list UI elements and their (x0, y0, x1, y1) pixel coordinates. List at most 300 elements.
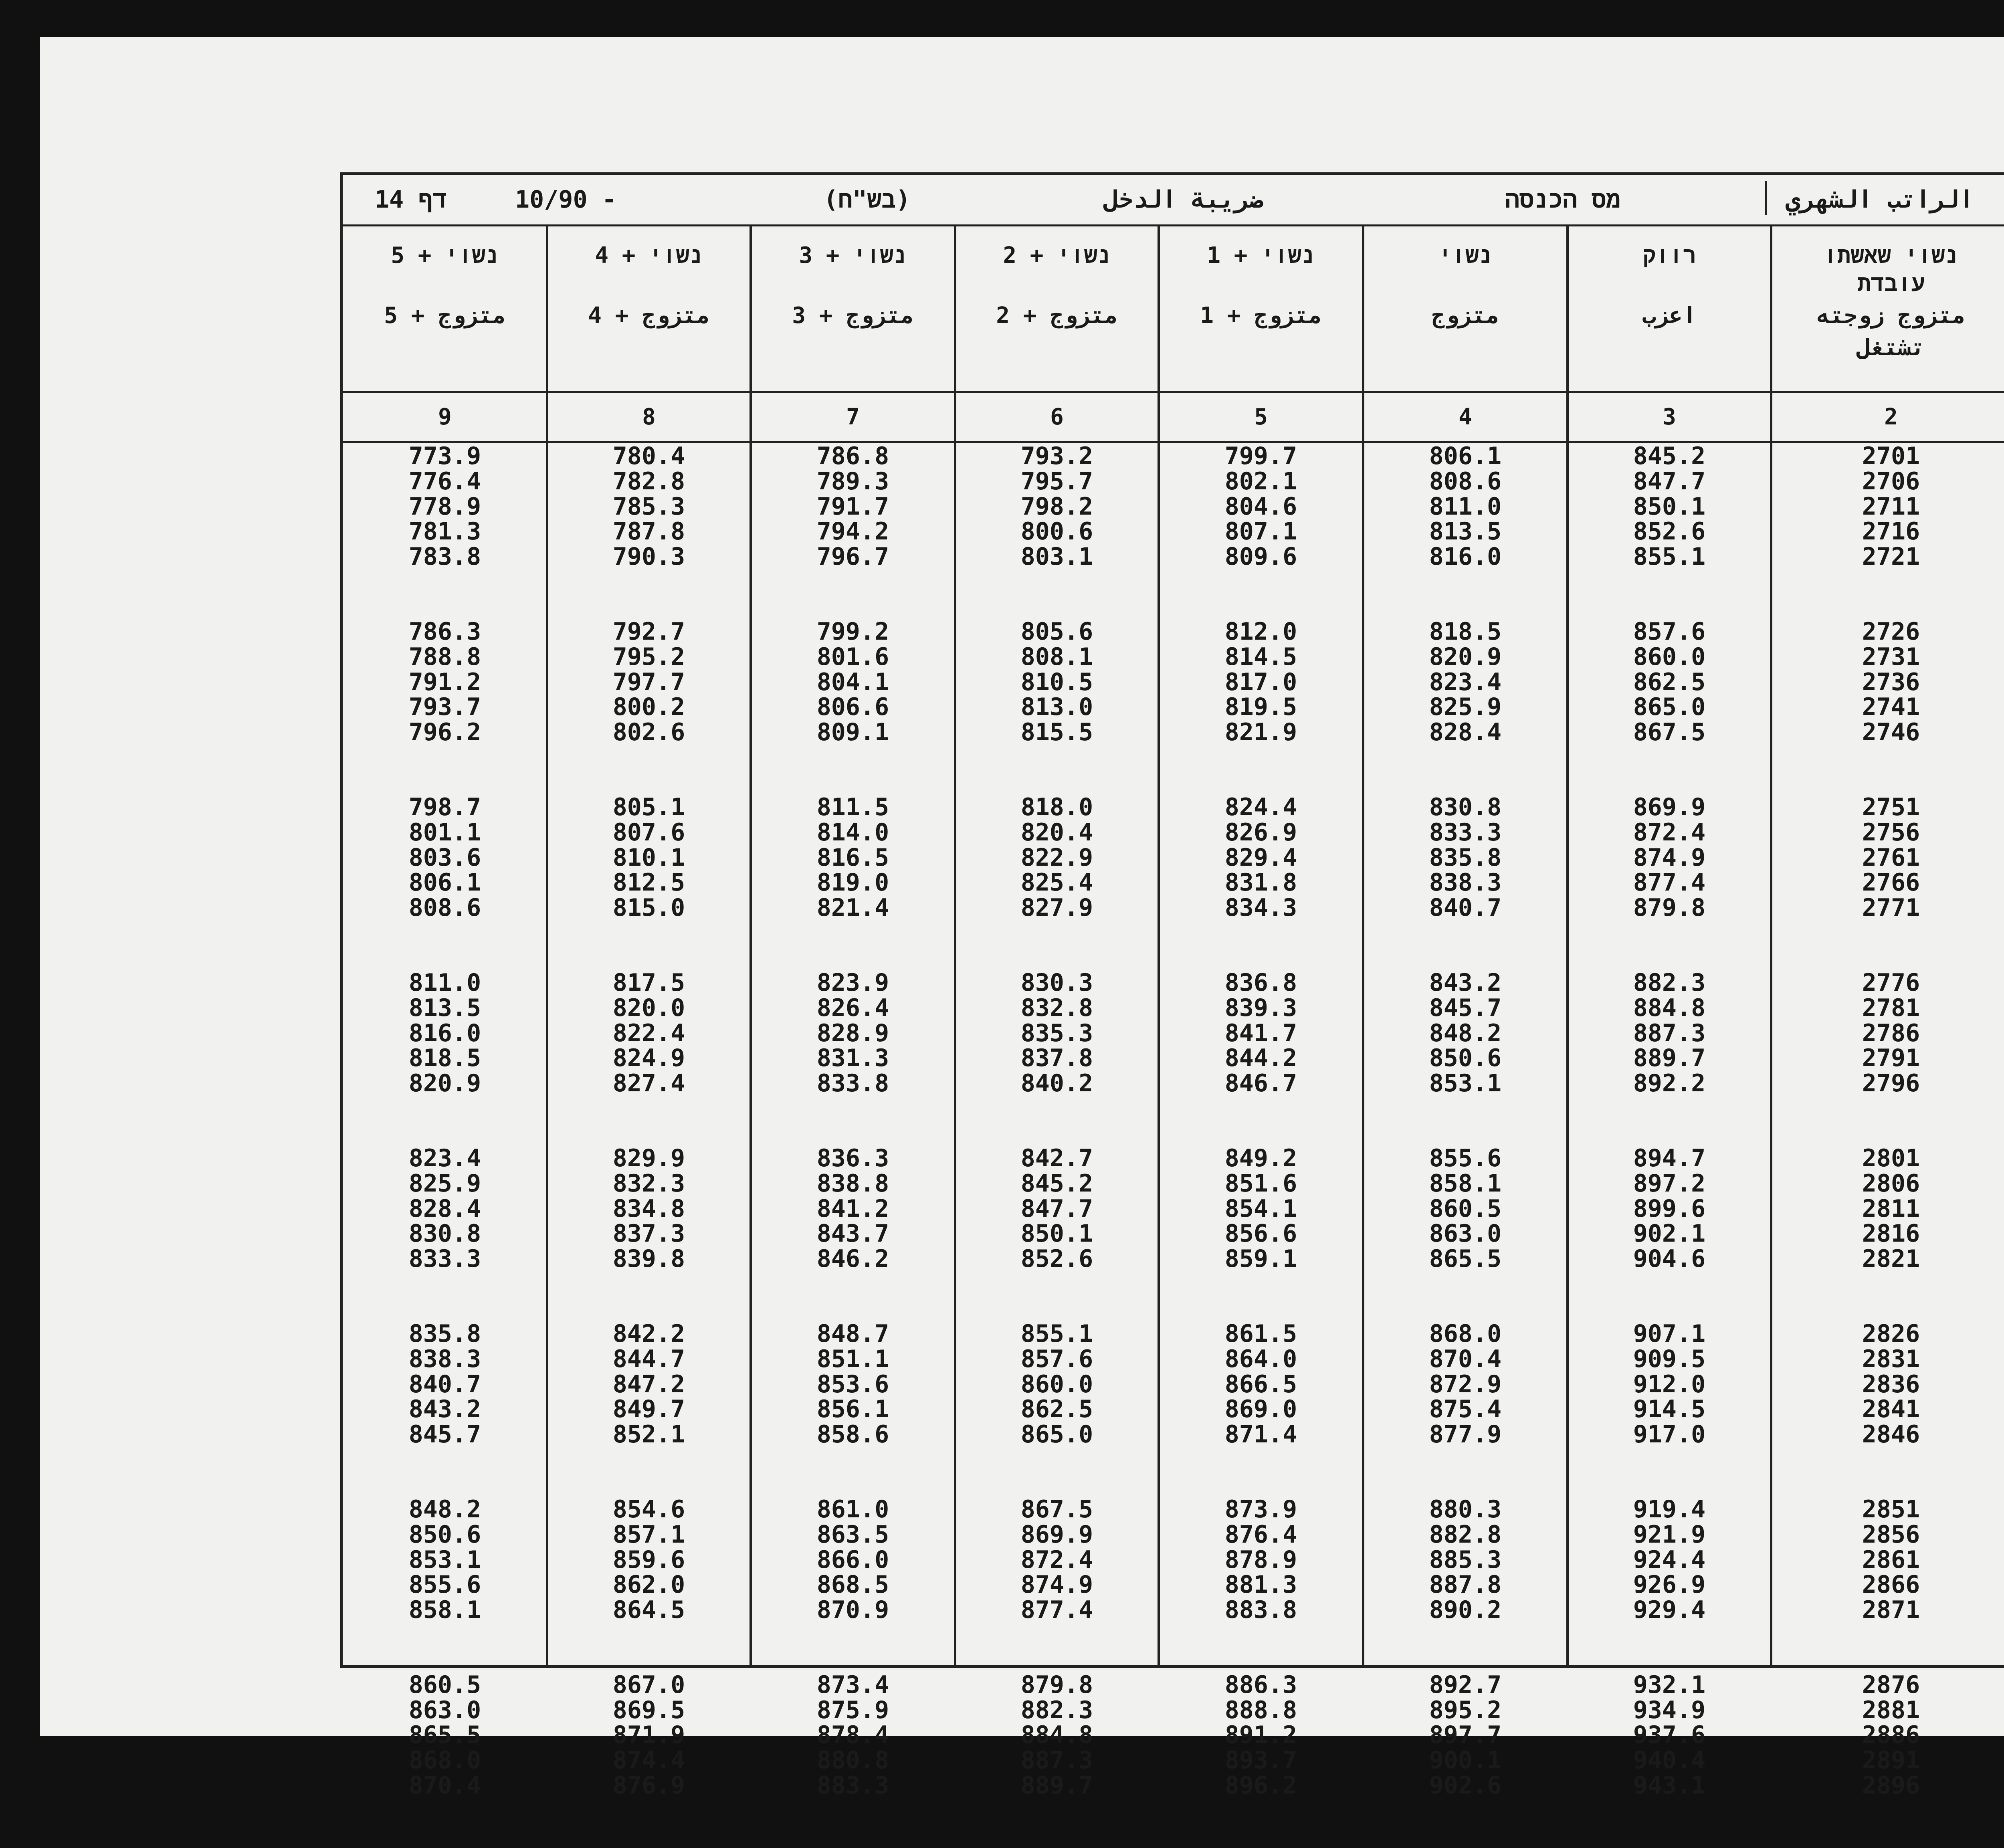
table-cell: 849.7 (612, 1395, 685, 1424)
row-group (1568, 1672, 1771, 1798)
table-cell: 873.9 (1224, 1495, 1297, 1523)
table-cell: 792.7 (612, 617, 685, 646)
table-cell: 877.4 (1633, 868, 1706, 897)
table-cell: 811.5 (816, 793, 889, 821)
table-cell: 807.6 (612, 818, 685, 846)
table-cell: 865.5 (1429, 1245, 1502, 1273)
table-cell: 830.8 (408, 1220, 481, 1248)
column-number-c4: 4 (1459, 404, 1472, 430)
table-cell: 887.3 (1633, 1019, 1706, 1047)
column-header-c6-l2: متزوج + 2 (996, 303, 1118, 329)
table-cell: 810.1 (612, 843, 685, 872)
table-cell: 2866 (1862, 1571, 1920, 1599)
table-cell: 809.1 (816, 718, 889, 747)
table-cell: 806.1 (408, 868, 481, 897)
table-cell: 848.2 (1429, 1019, 1502, 1047)
table-cell: 825.4 (1020, 868, 1093, 897)
column-header-c4-l1: נשוי (1438, 242, 1493, 269)
table-cell: 869.5 (612, 1696, 685, 1724)
table-cell: 848.7 (816, 1319, 889, 1348)
table-cell: 833.8 (816, 1069, 889, 1098)
table-cell: 917.0 (1633, 1420, 1706, 1449)
table-cell: 868.5 (816, 1571, 889, 1599)
table-cell: 818.0 (1020, 793, 1093, 821)
table-cell: 843.2 (1429, 968, 1502, 997)
table-cell: 829.4 (1224, 843, 1297, 872)
table-cell: 873.4 (816, 1670, 889, 1699)
table-cell: 828.4 (408, 1194, 481, 1223)
table-cell: 852.6 (1633, 517, 1706, 546)
table-cell: 889.7 (1633, 1044, 1706, 1072)
table-cell: 817.5 (612, 968, 685, 997)
table-cell: 785.3 (612, 492, 685, 521)
table-cell: 795.2 (612, 642, 685, 671)
row-group (955, 795, 1159, 921)
table-cell: 860.0 (1633, 642, 1706, 671)
column-header-c5-l1: נשוי + 1 (1207, 242, 1315, 269)
row-group (1568, 1146, 1771, 1272)
table-cell: 2766 (1862, 868, 1920, 897)
table-cell: 827.9 (1020, 894, 1093, 922)
row-group (1159, 1146, 1363, 1272)
table-column-c3 (1568, 444, 1771, 1848)
table-cell: 811.0 (408, 968, 481, 997)
table-cell: 849.2 (1224, 1144, 1297, 1172)
table-cell: 852.1 (612, 1420, 685, 1449)
column-header-c2-l3: تشتغل (1857, 335, 1925, 361)
table-cell: 854.6 (612, 1495, 685, 1523)
table-cell: 847.7 (1633, 467, 1706, 495)
column-header-c8 (547, 226, 751, 391)
row-group (1363, 795, 1568, 921)
table-cell: 859.6 (612, 1545, 685, 1574)
row-group (751, 1146, 955, 1272)
table-cell: 2721 (1862, 543, 1920, 571)
table-cell: 828.4 (1429, 718, 1502, 747)
row-group (547, 619, 751, 745)
table-cell: 2731 (1862, 642, 1920, 671)
row-group (751, 444, 955, 570)
row-group (1159, 795, 1363, 921)
table-cell: 786.3 (408, 617, 481, 646)
table-cell: 871.9 (612, 1721, 685, 1749)
table-cell: 2771 (1862, 894, 1920, 922)
table-cell: 838.8 (816, 1169, 889, 1198)
table-cell: 863.5 (816, 1520, 889, 1549)
table-cell: 837.3 (612, 1220, 685, 1248)
table-cell: 857.6 (1633, 617, 1706, 646)
table-cell: 892.7 (1429, 1670, 1502, 1699)
table-cell: 823.4 (408, 1144, 481, 1172)
table-cell: 883.3 (816, 1771, 889, 1800)
row-group (955, 444, 1159, 570)
table-cell: 852.6 (1020, 1245, 1093, 1273)
column-header-c3-l2: اعزب (1642, 303, 1697, 329)
table-body (343, 442, 2004, 1800)
column-header-c2-l2: متزوج زوجته (1816, 303, 1966, 329)
row-group (751, 970, 955, 1096)
row-group (547, 1497, 751, 1623)
table-cell: 860.0 (1020, 1370, 1093, 1398)
table-cell: 834.8 (612, 1194, 685, 1223)
table-cell: 794.2 (816, 517, 889, 546)
table-cell: 850.6 (1429, 1044, 1502, 1072)
table-cell: 851.6 (1224, 1169, 1297, 1198)
column-header-c9-l1: נשוי + 5 (391, 242, 499, 269)
table-cell: 870.9 (816, 1596, 889, 1624)
row-group (955, 970, 1159, 1096)
table-cell: 878.9 (1224, 1545, 1297, 1574)
column-number-c9: 9 (438, 404, 452, 430)
table-column-c7 (751, 444, 955, 1848)
table-column-c4 (1363, 444, 1568, 1848)
row-group (751, 1672, 955, 1798)
table-cell: 2851 (1862, 1495, 1920, 1523)
table-cell: 943.1 (1633, 1771, 1706, 1800)
table-cell: 872.9 (1429, 1370, 1502, 1398)
table-cell: 897.2 (1633, 1169, 1706, 1198)
row-group (1771, 1321, 2004, 1447)
table-cell: 897.7 (1429, 1721, 1502, 1749)
table-cell: 2801 (1862, 1144, 1920, 1172)
table-cell: 859.1 (1224, 1245, 1297, 1273)
table-cell: 878.4 (816, 1721, 889, 1749)
table-cell: 868.0 (408, 1746, 481, 1775)
table-cell: 862.0 (612, 1571, 685, 1599)
row-group (1159, 970, 1363, 1096)
title-arabic: ضريبة الدخل (1104, 186, 1264, 214)
table-cell: 840.2 (1020, 1069, 1093, 1098)
table-cell: 863.0 (408, 1696, 481, 1724)
table-cell: 895.2 (1429, 1696, 1502, 1724)
table-cell: 912.0 (1633, 1370, 1706, 1398)
table-cell: 850.1 (1633, 492, 1706, 521)
table-cell: 865.5 (408, 1721, 481, 1749)
table-cell: 880.8 (816, 1746, 889, 1775)
table-cell: 856.1 (816, 1395, 889, 1424)
table-cell: 872.4 (1633, 818, 1706, 846)
table-cell: 826.9 (1224, 818, 1297, 846)
table-cell: 825.9 (408, 1169, 481, 1198)
table-cell: 808.1 (1020, 642, 1093, 671)
table-cell: 2836 (1862, 1370, 1920, 1398)
column-header-c8-l2: متزوج + 4 (588, 303, 710, 329)
table-cell: 802.6 (612, 718, 685, 747)
table-cell: 776.4 (408, 467, 481, 495)
table-cell: 802.1 (1224, 467, 1297, 495)
row-group (1363, 1497, 1568, 1623)
table-cell: 890.2 (1429, 1596, 1502, 1624)
table-cell: 827.4 (612, 1069, 685, 1098)
table-cell: 855.1 (1020, 1319, 1093, 1348)
table-cell: 867.0 (612, 1670, 685, 1699)
table-cell: 2846 (1862, 1420, 1920, 1449)
row-group (547, 444, 751, 570)
table-cell: 860.5 (408, 1670, 481, 1699)
table-cell: 832.3 (612, 1169, 685, 1198)
table-cell: 819.5 (1224, 693, 1297, 721)
table-cell: 887.8 (1429, 1571, 1502, 1599)
row-group (1159, 444, 1363, 570)
table-cell: 791.7 (816, 492, 889, 521)
table-cell: 813.0 (1020, 693, 1093, 721)
table-cell: 798.7 (408, 793, 481, 821)
row-group (1771, 1672, 2004, 1798)
table-cell: 833.3 (408, 1245, 481, 1273)
table-cell: 788.8 (408, 642, 481, 671)
table-cell: 842.7 (1020, 1144, 1093, 1172)
table-cell: 793.7 (408, 693, 481, 721)
table-cell: 834.3 (1224, 894, 1297, 922)
row-group (343, 970, 547, 1096)
table-cell: 858.1 (1429, 1169, 1502, 1198)
table-cell: 850.1 (1020, 1220, 1093, 1248)
table-cell: 2751 (1862, 793, 1920, 821)
table-cell: 836.3 (816, 1144, 889, 1172)
table-cell: 866.0 (816, 1545, 889, 1574)
table-cell: 841.7 (1224, 1019, 1297, 1047)
table-cell: 839.8 (612, 1245, 685, 1273)
table-cell: 830.3 (1020, 968, 1093, 997)
date-label: 10/90 - (515, 186, 616, 214)
table-cell: 884.8 (1020, 1721, 1093, 1749)
table-cell: 919.4 (1633, 1495, 1706, 1523)
table-cell: 2716 (1862, 517, 1920, 546)
table-cell: 856.6 (1224, 1220, 1297, 1248)
column-number-c3: 3 (1663, 404, 1676, 430)
table-cell: 818.5 (1429, 617, 1502, 646)
table-cell: 836.8 (1224, 968, 1297, 997)
table-cell: 773.9 (408, 442, 481, 470)
table-column-c5 (1159, 444, 1363, 1848)
column-number-c7: 7 (846, 404, 860, 430)
table-cell: 894.7 (1633, 1144, 1706, 1172)
table-cell: 851.1 (816, 1345, 889, 1373)
row-group (343, 795, 547, 921)
table-cell: 816.0 (408, 1019, 481, 1047)
table-cell: 801.6 (816, 642, 889, 671)
table-cell: 816.0 (1429, 543, 1502, 571)
table-cell: 932.1 (1633, 1670, 1706, 1699)
row-group (1568, 1497, 1771, 1623)
row-group (343, 444, 547, 570)
table-cell: 874.9 (1020, 1571, 1093, 1599)
table-cell: 2736 (1862, 668, 1920, 696)
table-cell: 902.1 (1633, 1220, 1706, 1248)
table-cell: 819.0 (816, 868, 889, 897)
column-header-c2-l1: נשוי שאשתו (1823, 242, 1959, 269)
row-group (955, 1497, 1159, 1623)
table-cell: 845.2 (1633, 442, 1706, 470)
table-cell: 823.4 (1429, 668, 1502, 696)
table-cell: 842.2 (612, 1319, 685, 1348)
table-cell: 2896 (1862, 1771, 1920, 1800)
table-cell: 2711 (1862, 492, 1920, 521)
column-header-c5 (1159, 226, 1363, 391)
row-group (1568, 795, 1771, 921)
table-cell: 843.7 (816, 1220, 889, 1248)
table-cell: 812.0 (1224, 617, 1297, 646)
column-header-c5-l2: متزوج + 1 (1200, 303, 1322, 329)
table-cell: 2831 (1862, 1345, 1920, 1373)
table-cell: 791.2 (408, 668, 481, 696)
table-cell: 824.4 (1224, 793, 1297, 821)
table-cell: 805.6 (1020, 617, 1093, 646)
table-cell: 805.1 (612, 793, 685, 821)
column-header-c4 (1363, 226, 1568, 391)
table-cell: 826.4 (816, 994, 889, 1022)
row-group (1363, 1672, 1568, 1798)
table-cell: 858.1 (408, 1596, 481, 1624)
column-number-c5: 5 (1254, 404, 1268, 430)
table-cell: 861.5 (1224, 1319, 1297, 1348)
row-group (343, 1497, 547, 1623)
table-cell: 867.5 (1633, 718, 1706, 747)
document-sheet (40, 37, 2004, 1800)
table-cell: 789.3 (816, 467, 889, 495)
column-header-c7 (751, 226, 955, 391)
column-header-c9-l2: متزوج + 5 (384, 303, 506, 329)
table-cell: 823.9 (816, 968, 889, 997)
table-cell: 846.2 (816, 1245, 889, 1273)
table-cell: 796.2 (408, 718, 481, 747)
table-cell: 2706 (1862, 467, 1920, 495)
row-group (1568, 1321, 1771, 1447)
table-header (343, 175, 2004, 226)
table-cell: 900.1 (1429, 1746, 1502, 1775)
table-cell: 847.2 (612, 1370, 685, 1398)
row-group (955, 619, 1159, 745)
table-cell: 870.4 (408, 1771, 481, 1800)
table-cell: 831.3 (816, 1044, 889, 1072)
table-cell: 869.9 (1633, 793, 1706, 821)
table-cell: 2891 (1862, 1746, 1920, 1775)
currency-label: (בש"ח) (824, 186, 911, 214)
table-cell: 793.2 (1020, 442, 1093, 470)
column-header-c4-l2: متزوج (1431, 303, 1499, 329)
column-number-c8: 8 (642, 404, 656, 430)
table-cell: 815.5 (1020, 718, 1093, 747)
table-cell: 885.3 (1429, 1545, 1502, 1574)
table-cell: 798.2 (1020, 492, 1093, 521)
table-cell: 865.0 (1633, 693, 1706, 721)
table-cell: 887.3 (1020, 1746, 1093, 1775)
table-cell: 2826 (1862, 1319, 1920, 1348)
table-cell: 2791 (1862, 1044, 1920, 1072)
table-cell: 844.7 (612, 1345, 685, 1373)
table-cell: 864.0 (1224, 1345, 1297, 1373)
table-cell: 896.2 (1224, 1771, 1297, 1800)
table-cell: 2786 (1862, 1019, 1920, 1047)
salary-arabic: الراتب الشهري (1786, 186, 1974, 214)
table-cell: 853.1 (408, 1545, 481, 1574)
table-cell: 882.8 (1429, 1520, 1502, 1549)
table-cell: 796.7 (816, 543, 889, 571)
table-cell: 869.9 (1020, 1520, 1093, 1549)
table-cell: 845.7 (408, 1420, 481, 1449)
table-cell: 867.5 (1020, 1495, 1093, 1523)
row-group (343, 1146, 547, 1272)
table-cell: 883.8 (1224, 1596, 1297, 1624)
table-cell: 820.0 (612, 994, 685, 1022)
table-cell: 835.8 (1429, 843, 1502, 872)
table-cell: 869.0 (1224, 1395, 1297, 1424)
table-cell: 781.3 (408, 517, 481, 546)
table-cell: 861.0 (816, 1495, 889, 1523)
table-cell: 838.3 (408, 1345, 481, 1373)
table-cell: 884.8 (1633, 994, 1706, 1022)
table-cell: 2871 (1862, 1596, 1920, 1624)
table-cell: 820.9 (1429, 642, 1502, 671)
table-cell: 886.3 (1224, 1670, 1297, 1699)
row-group (955, 1321, 1159, 1447)
row-group (1568, 619, 1771, 745)
table-cell: 803.6 (408, 843, 481, 872)
row-group (1363, 1146, 1568, 1272)
row-group (955, 1672, 1159, 1798)
table-column-c9 (343, 444, 547, 1848)
row-group (343, 1672, 547, 1798)
table-cell: 2761 (1862, 843, 1920, 872)
table-cell: 926.9 (1633, 1571, 1706, 1599)
table-cell: 2881 (1862, 1696, 1920, 1724)
table-cell: 811.0 (1429, 492, 1502, 521)
table-cell: 2806 (1862, 1169, 1920, 1198)
row-group (751, 1497, 955, 1623)
table-cell: 2816 (1862, 1220, 1920, 1248)
table-cell: 841.2 (816, 1194, 889, 1223)
table-cell: 810.5 (1020, 668, 1093, 696)
table-cell: 790.3 (612, 543, 685, 571)
table-cell: 850.6 (408, 1520, 481, 1549)
table-cell: 858.6 (816, 1420, 889, 1449)
table-cell: 880.3 (1429, 1495, 1502, 1523)
column-header-c2 (1771, 226, 2004, 391)
row-group (1771, 970, 2004, 1096)
table-cell: 804.1 (816, 668, 889, 696)
table-cell: 892.2 (1633, 1069, 1706, 1098)
column-header-c7-l1: נשוי + 3 (799, 242, 907, 269)
table-cell: 783.8 (408, 543, 481, 571)
table-cell: 860.5 (1429, 1194, 1502, 1223)
column-header-c6-l1: נשוי + 2 (1003, 242, 1111, 269)
table-cell: 855.6 (408, 1571, 481, 1599)
table-cell: 934.9 (1633, 1696, 1706, 1724)
table-cell: 929.4 (1633, 1596, 1706, 1624)
table-cell: 832.8 (1020, 994, 1093, 1022)
table-cell: 2701 (1862, 442, 1920, 470)
title-hebrew: מס הכנסה (1505, 186, 1621, 214)
table-cell: 814.5 (1224, 642, 1297, 671)
row-group (1159, 1321, 1363, 1447)
table-cell: 835.8 (408, 1319, 481, 1348)
table-cell: 866.5 (1224, 1370, 1297, 1398)
table-cell: 816.5 (816, 843, 889, 872)
table-column-c2 (1771, 444, 2004, 1848)
table-cell: 2726 (1862, 617, 1920, 646)
table-cell: 864.5 (612, 1596, 685, 1624)
row-group (1363, 619, 1568, 745)
tax-table-frame (340, 172, 2004, 1800)
header-divider (1765, 181, 1767, 215)
table-cell: 888.8 (1224, 1696, 1297, 1724)
table-cell: 881.3 (1224, 1571, 1297, 1599)
table-cell: 809.6 (1224, 543, 1297, 571)
table-cell: 813.5 (1429, 517, 1502, 546)
table-cell: 829.9 (612, 1144, 685, 1172)
row-group (751, 795, 955, 921)
table-cell: 2861 (1862, 1545, 1920, 1574)
